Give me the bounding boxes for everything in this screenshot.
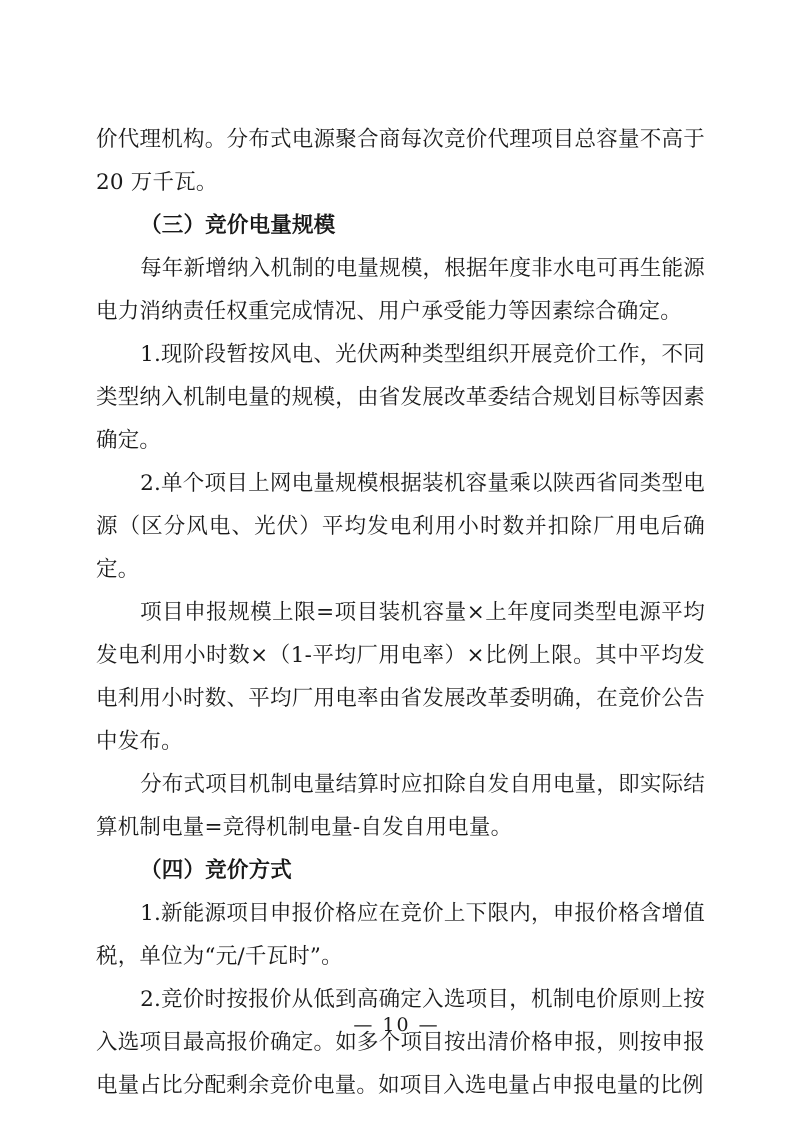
paragraph-method-item-1-price-range: 1.新能源项目申报价格应在竞价上下限内，申报价格含增值税，单位为“元/千瓦时”。 [96,901,705,969]
paragraph-annual-volume-scale: 每年新增纳入机制的电量规模，根据年度非水电可再生能源电力消纳责任权重完成情况、用户承受能力等因素综合确定。 [96,256,705,324]
paragraph-method-item-2-clearing: 2.竞价时按报价从低到高确定入选项目，机制电价原则上按入选项目最高报价确定。如多个项目按出清价格申报，则按申报电量占比分配剩余竞价电量。如项目入选电量占申报电量的比例 [96,987,705,1098]
document-body [96,118,705,1107]
paragraph-declaration-cap-formula: 项目申报规模上限=项目装机容量×上年度同类型电源平均发电利用小时数×（1-平均厂用电率）×比例上限。其中平均发电利用小时数、平均厂用电率由省发展改革委明确，在竞价公告中发布。 [96,600,705,754]
section-heading-bidding-volume-scale: （三）竞价电量规模 [140,213,336,238]
paragraph-continuation: 价代理机构。分布式电源聚合商每次竞价代理项目总容量不高于20 万千瓦。 [96,127,705,195]
section-heading-bidding-method: （四）竞价方式 [140,858,292,883]
page-number: — 10 — [353,1014,440,1036]
paragraph-distributed-settlement: 分布式项目机制电量结算时应扣除自发自用电量，即实际结算机制电量=竞得机制电量-自发自用电量。 [96,772,705,840]
paragraph-item-2-single-project: 2.单个项目上网电量规模根据装机容量乘以陕西省同类型电源（区分风电、光伏）平均发电利用小时数并扣除厂用电后确定。 [96,471,705,582]
paragraph-item-1-wind-solar: 1.现阶段暂按风电、光伏两种类型组织开展竞价工作，不同类型纳入机制电量的规模，由省发展改革委结合规划目标等因素确定。 [96,342,705,453]
